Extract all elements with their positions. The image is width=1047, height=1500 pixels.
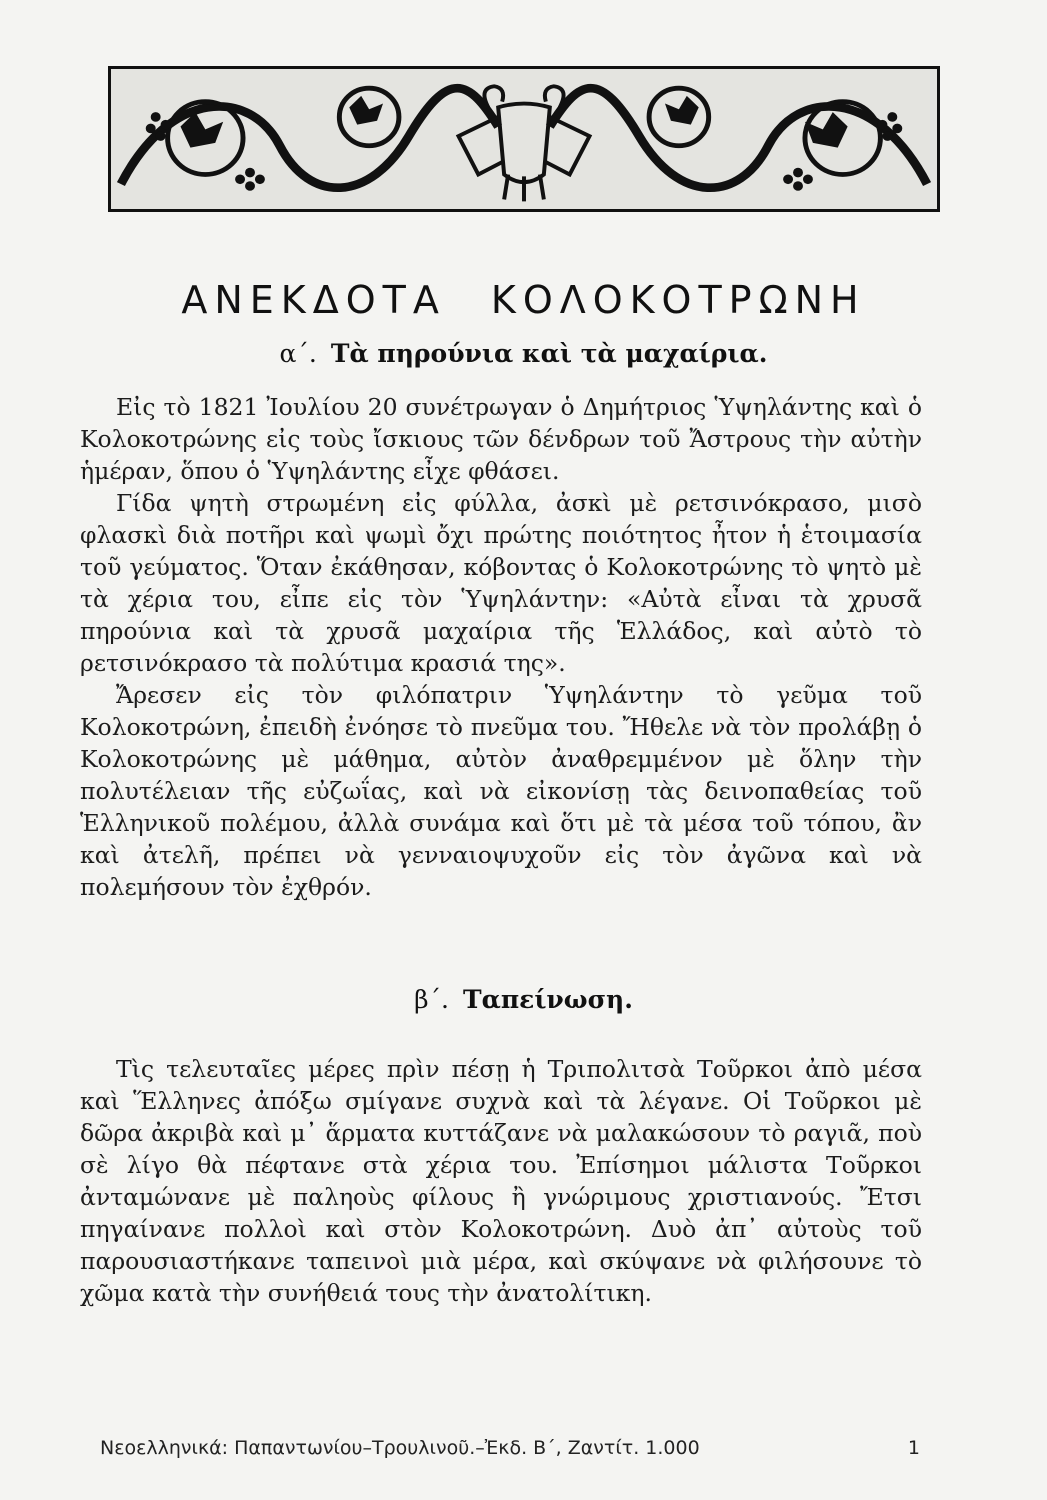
paragraph: Ἄρεσεν εἰς τὸν φιλόπατριν Ὑψηλάντην τὸ γεῦμα τοῦ Κολοκοτρώνη, ἐπειδὴ ἐνόησε τὸ πνεῦμα του. Ἤθελε νὰ τὸν προλάβῃ ὁ Κολοκοτρώνης μὲ μάθημα, αὐτὸν ἀναθρεμμένον μὲ ὅλην τὴν πολυτέλειαν τῆς εὐζωΐας, καὶ νὰ εἰκονίσῃ τὰς δεινοπαθείας τοῦ Ἑλληνικοῦ πολέμου, ἀλλὰ συνάμα καὶ ὅτι μὲ τὰ μέσα τοῦ τόπου, ἂν καὶ ἀτελῆ, πρέπει νὰ γενναιοψυχοῦν εἰς τὸν ἀγῶνα καὶ νὰ πολεμήσουν τὸν ἐχθρόν.	[80, 681, 922, 901]
source-note: Νεοελληνικά: Παπαντωνίου–Τρουλινοῦ.–Ἐκδ. Β΄, Ζαντίτ. 1.000	[100, 1437, 700, 1459]
section-1-heading	[0, 339, 1047, 368]
section-2-body	[80, 1053, 922, 1309]
section-1-body	[80, 391, 922, 903]
page-title: ΑΝΕΚΔΟΤΑ ΚΟΛΟΚΟΤΡΩΝΗ	[181, 278, 866, 322]
section-2-title: Ταπείνωση.	[463, 985, 633, 1014]
paragraph: Εἰς τὸ 1821 Ἰουλίου 20 συνέτρωγαν ὁ Δημήτριος Ὑψηλάντης καὶ ὁ Κολοκοτρώνης εἰς τοὺς ἴσκιους τῶν δένδρων τοῦ Ἄστρους τὴν αὐτὴν ἡμέραν, ὅπου ὁ Ὑψηλάντης εἶχε φθάσει.	[80, 393, 922, 485]
section-2-number: β΄.	[414, 985, 449, 1014]
paragraph: Γίδα ψητὴ στρωμένη εἰς φύλλα, ἀσκὶ μὲ ρετσινόκρασο, μισὸ φλασκὶ διὰ ποτῆρι καὶ ψωμὶ ὄχι πρώτης ποιότητος ἦτον ἡ ἑτοιμασία τοῦ γεύματος. Ὅταν ἐκάθησαν, κόβοντας ὁ Κολοκοτρώνης τὸ ψητὸ μὲ τὰ χέρια του, εἶπε εἰς τὸν Ὑψηλάντην: «Αὐτὰ εἶναι τὰ χρυσᾶ πηρούνια καὶ τὰ χρυσᾶ μαχαίρια τῆς Ἑλλάδος, καὶ αὐτὸ τὸ ρετσινόκρασο τὰ πολύτιμα κρασιά της».	[80, 489, 922, 677]
section-1-number: α΄.	[279, 339, 317, 368]
section-1-title: Τὰ πηρούνια καὶ τὰ μαχαίρια.	[330, 339, 768, 368]
grapevine-eagle-ornament-icon	[111, 69, 937, 209]
section-2-heading	[0, 985, 1047, 1014]
header-ornament	[108, 66, 940, 212]
page-number: 1	[907, 1437, 920, 1459]
page-footer	[100, 1437, 920, 1459]
paragraph: Τὶς τελευταῖες μέρες πρὶν πέσῃ ἡ Τριπολιτσὰ Τοῦρκοι ἀπὸ μέσα καὶ Ἕλληνες ἀπόξω σμίγανε συχνὰ καὶ τὰ λέγανε. Οἱ Τοῦρκοι μὲ δῶρα ἀκριβὰ καὶ μ᾿ ἅρματα κυττάζανε νὰ μαλακώσουν τὸ ραγιᾶ, ποὺ σὲ λίγο θὰ πέφτανε στὰ χέρια του. Ἐπίσημοι μάλιστα Τοῦρκοι ἀνταμώνανε μὲ παληοὺς φίλους ἢ γνώριμους χριστιανούς. Ἔτσι πηγαίνανε πολλοὶ καὶ στὸν Κολοκοτρώνη. Δυὸ ἀπ᾿ αὐτοὺς τοῦ παρουσιαστήκανε ταπεινοὶ μιὰ μέρα, καὶ σκύψανε νὰ φιλήσουνε τὸ χῶμα κατὰ τὴν συνήθειά τους τὴν ἀνατολίτικη.	[80, 1055, 922, 1307]
